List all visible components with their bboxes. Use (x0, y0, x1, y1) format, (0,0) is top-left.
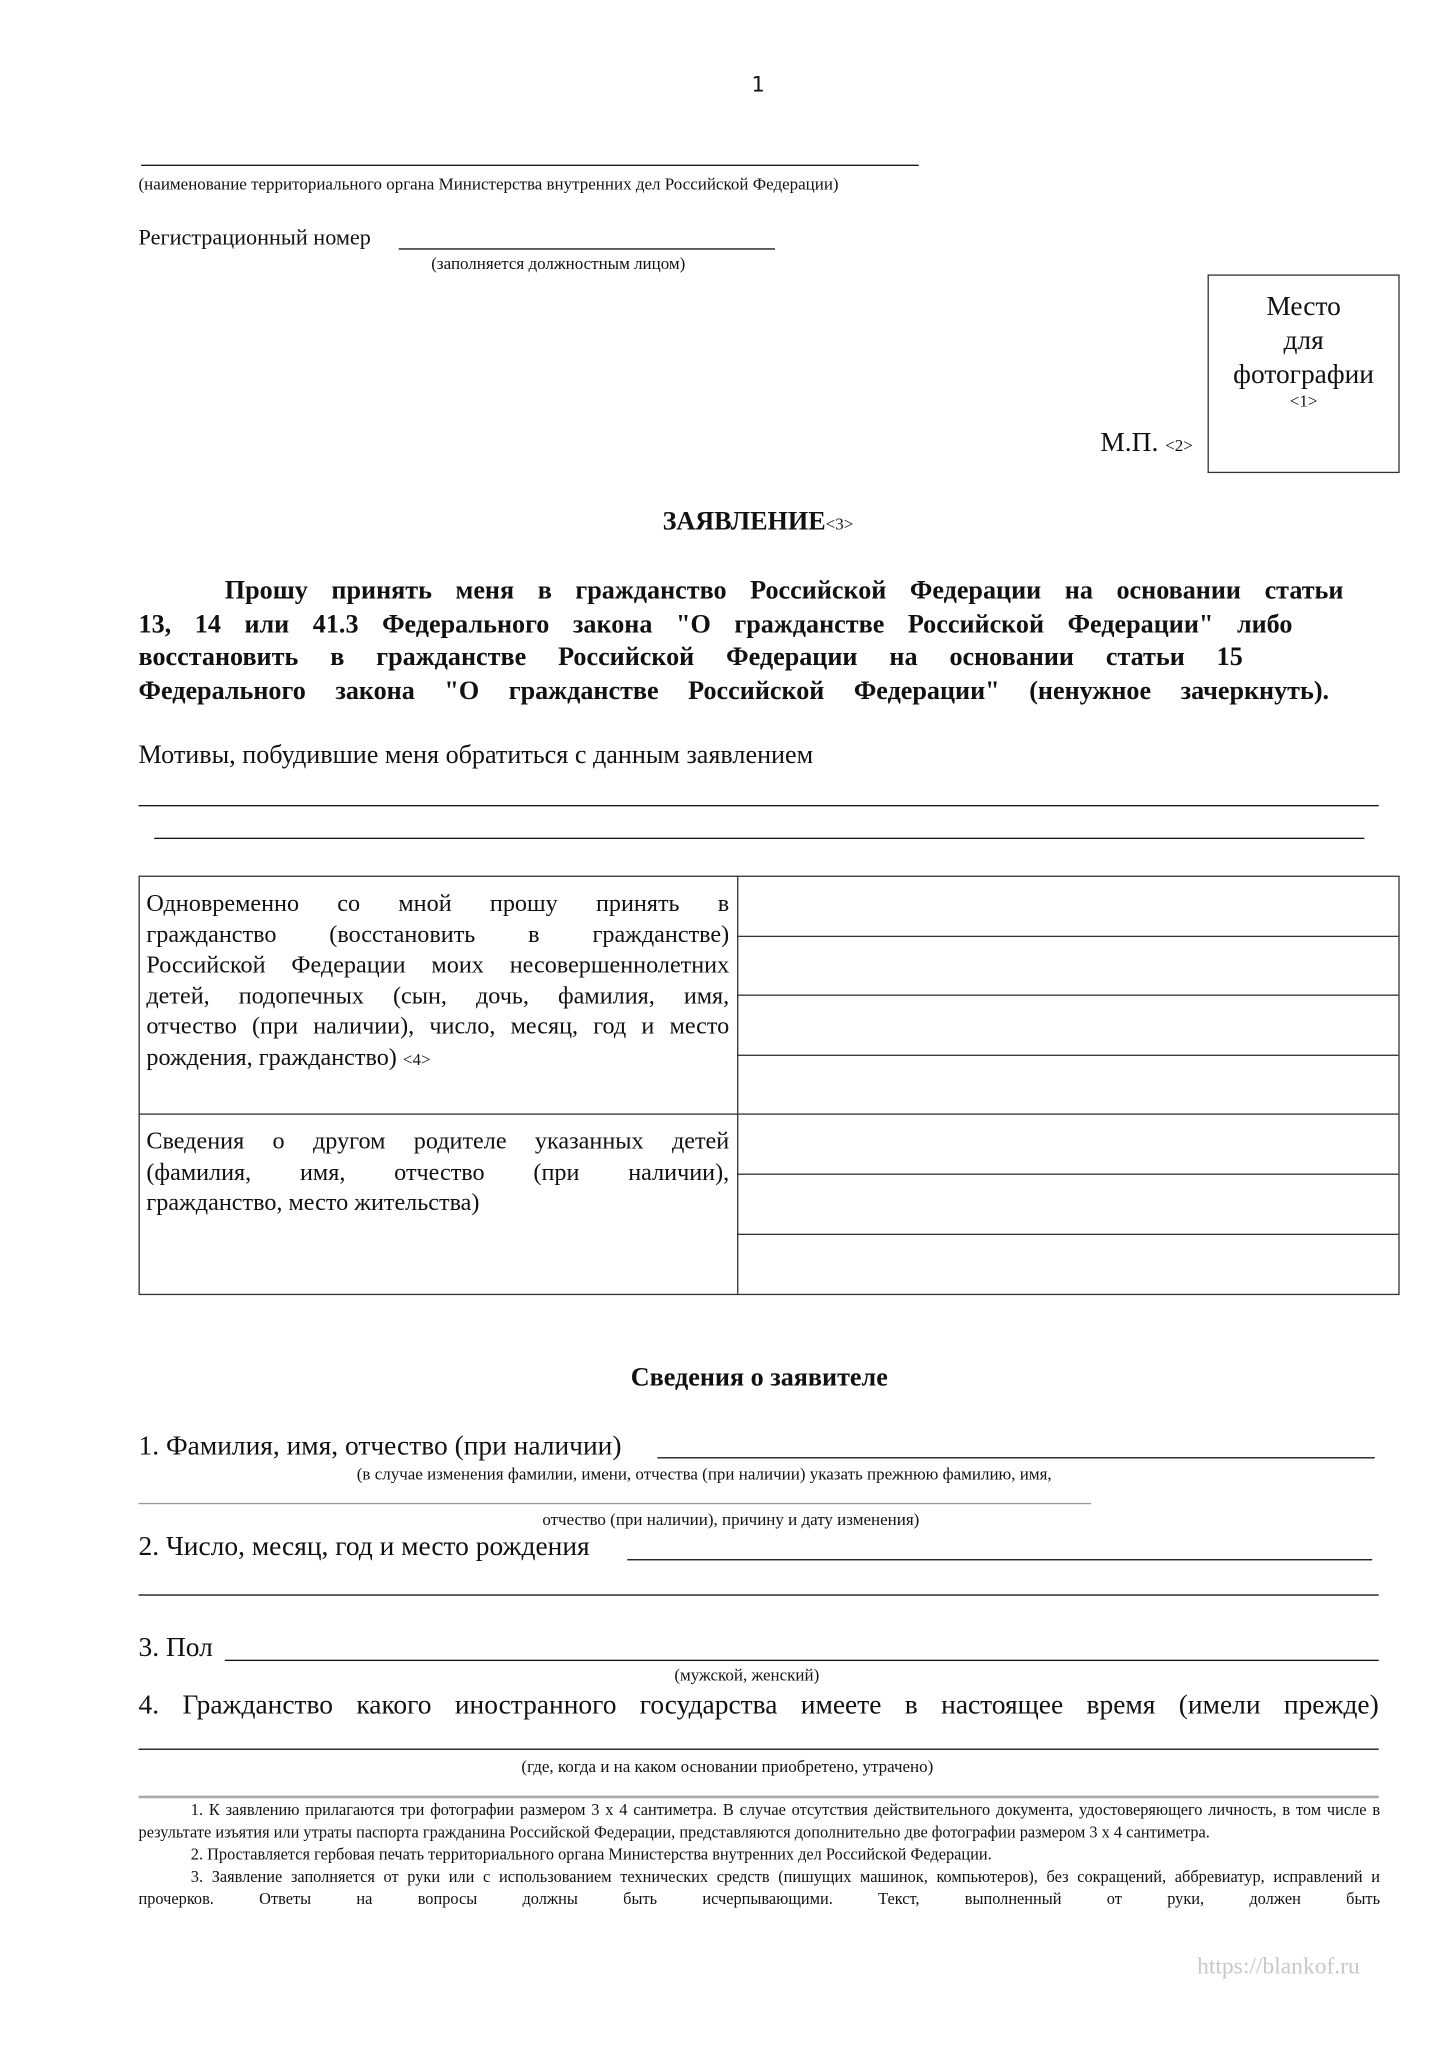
title-ref: <3> (825, 513, 854, 534)
table-entry-line[interactable] (737, 1174, 1398, 1175)
title-text: ЗАЯВЛЕНИЕ (662, 507, 826, 536)
children-request-cell (146, 890, 729, 1075)
request-line: Федерального закона "О гражданстве Российской Федерации" (ненужное зачеркнуть). (138, 677, 1330, 706)
request-paragraph (139, 575, 1344, 709)
q4-field[interactable] (139, 1749, 1379, 1750)
footnotes (139, 1800, 1381, 1911)
cell-line: детей, подопечных (сын, дочь, фамилия, имя, (146, 983, 730, 1010)
q3-field[interactable] (225, 1660, 1379, 1661)
cell-line: гражданство, место жительства) (146, 1190, 480, 1217)
page-number: 1 (751, 71, 765, 97)
stamp-label: М.П. (1100, 426, 1159, 458)
cell-line: гражданство (восстановить в гражданстве) (146, 922, 730, 949)
table-divider (737, 876, 738, 1294)
request-line: 13, 14 или 41.3 Федерального закона "О гражданстве Российской Федерации" либо (138, 609, 1293, 639)
motives-label: Мотивы, побудившие меня обратиться с данным заявлением (138, 740, 814, 770)
q1-extra-line[interactable] (139, 1503, 1092, 1504)
footnote-1: 1. К заявлению прилагаются три фотографии размером 3 х 4 сантиметра. В случае отсутствия действительного документа, удостоверяющего личность, в том числе в результате изъятия или утраты паспорта гражданина Российской Федерации, представляются дополнительно две фотографии размером 3 х 4 сантиметра. (138, 1800, 1381, 1842)
table-entry-line[interactable] (737, 995, 1398, 996)
request-line: восстановить в гражданстве Российской Федерации на основании статьи 15 (138, 643, 1243, 673)
footnote-separator (139, 1796, 1379, 1799)
q1-caption-1: (в случае изменения фамилии, имени, отчества (при наличии) указать прежнюю фамилию, имя, (356, 1463, 1052, 1484)
photo-label-3: фотографии (1233, 358, 1374, 390)
q1-caption-2: отчество (при наличии), причину и дату изменения) (542, 1509, 920, 1530)
table-entry-line[interactable] (737, 1055, 1398, 1056)
photo-label-2: для (1283, 324, 1324, 356)
q4-label: 4. Гражданство какого иностранного государства имеете в настоящее время (имели прежде) (138, 1688, 1379, 1720)
request-line: Прошу принять меня в гражданство Российской Федерации на основании статьи (224, 576, 1344, 606)
cell-line: (фамилия, имя, отчество (при наличии), (146, 1159, 730, 1187)
q1-field[interactable] (657, 1457, 1374, 1458)
motives-line-1[interactable] (139, 805, 1379, 806)
cell-line: рождения, гражданство) (146, 1045, 397, 1072)
document-title (0, 507, 1448, 537)
q2-label: 2. Число, месяц, год и место рождения (138, 1530, 590, 1562)
q2-field[interactable] (627, 1559, 1372, 1560)
footnote-3: 3. Заявление заполняется от руки или с использованием технических средств (пишущих машинок, компьютеров), без сокращений, аббревиатур, исправлений и прочерков. Ответы на вопросы должны быть исчерпывающими. Текст, выполненный от руки, должен быть (138, 1867, 1381, 1909)
q4-caption: (где, когда и на каком основании приобретено, утрачено) (521, 1756, 934, 1777)
q3-label: 3. Пол (138, 1630, 213, 1663)
table-entry-line[interactable] (737, 936, 1398, 937)
table-row-divider (139, 1113, 1399, 1114)
q2-field-line-2[interactable] (139, 1594, 1379, 1595)
reg-caption: (заполняется должностным лицом) (431, 253, 686, 274)
applicant-heading: Сведения о заявителе (630, 1363, 888, 1392)
table-entry-line[interactable] (737, 1234, 1398, 1235)
motives-line-2[interactable] (154, 838, 1364, 839)
cell-line: Одновременно со мной прошу принять в (146, 891, 730, 918)
stamp-ref: <2> (1165, 435, 1193, 455)
q1-label: 1. Фамилия, имя, отчество (при наличии) (138, 1429, 622, 1462)
reg-number-field[interactable] (399, 248, 775, 249)
photo-label-1: Место (1266, 290, 1341, 322)
photo-ref: <1> (1289, 390, 1318, 411)
cell-line: Российской Федерации моих несовершеннолетних (146, 952, 730, 980)
cell-line: Сведения о другом родителе указанных детей (146, 1129, 730, 1156)
cell-line: отчество (при наличии), число, месяц, год и место (146, 1014, 730, 1041)
footnote-2: 2. Проставляется гербовая печать территориального органа Министерства внутренних дел Российской Федерации. (190, 1845, 992, 1864)
photo-box (1208, 274, 1400, 473)
org-caption: (наименование территориального органа Министерства внутренних дел Российской Федерации) (138, 173, 839, 194)
other-parent-cell (146, 1128, 729, 1221)
q3-caption: (мужской, женский) (674, 1664, 820, 1685)
reg-label: Регистрационный номер (138, 224, 371, 250)
children-ref: <4> (402, 1049, 431, 1069)
stamp-mark (1100, 426, 1192, 459)
org-name-line (141, 165, 919, 166)
watermark: https://blankof.ru (1197, 1952, 1360, 1979)
